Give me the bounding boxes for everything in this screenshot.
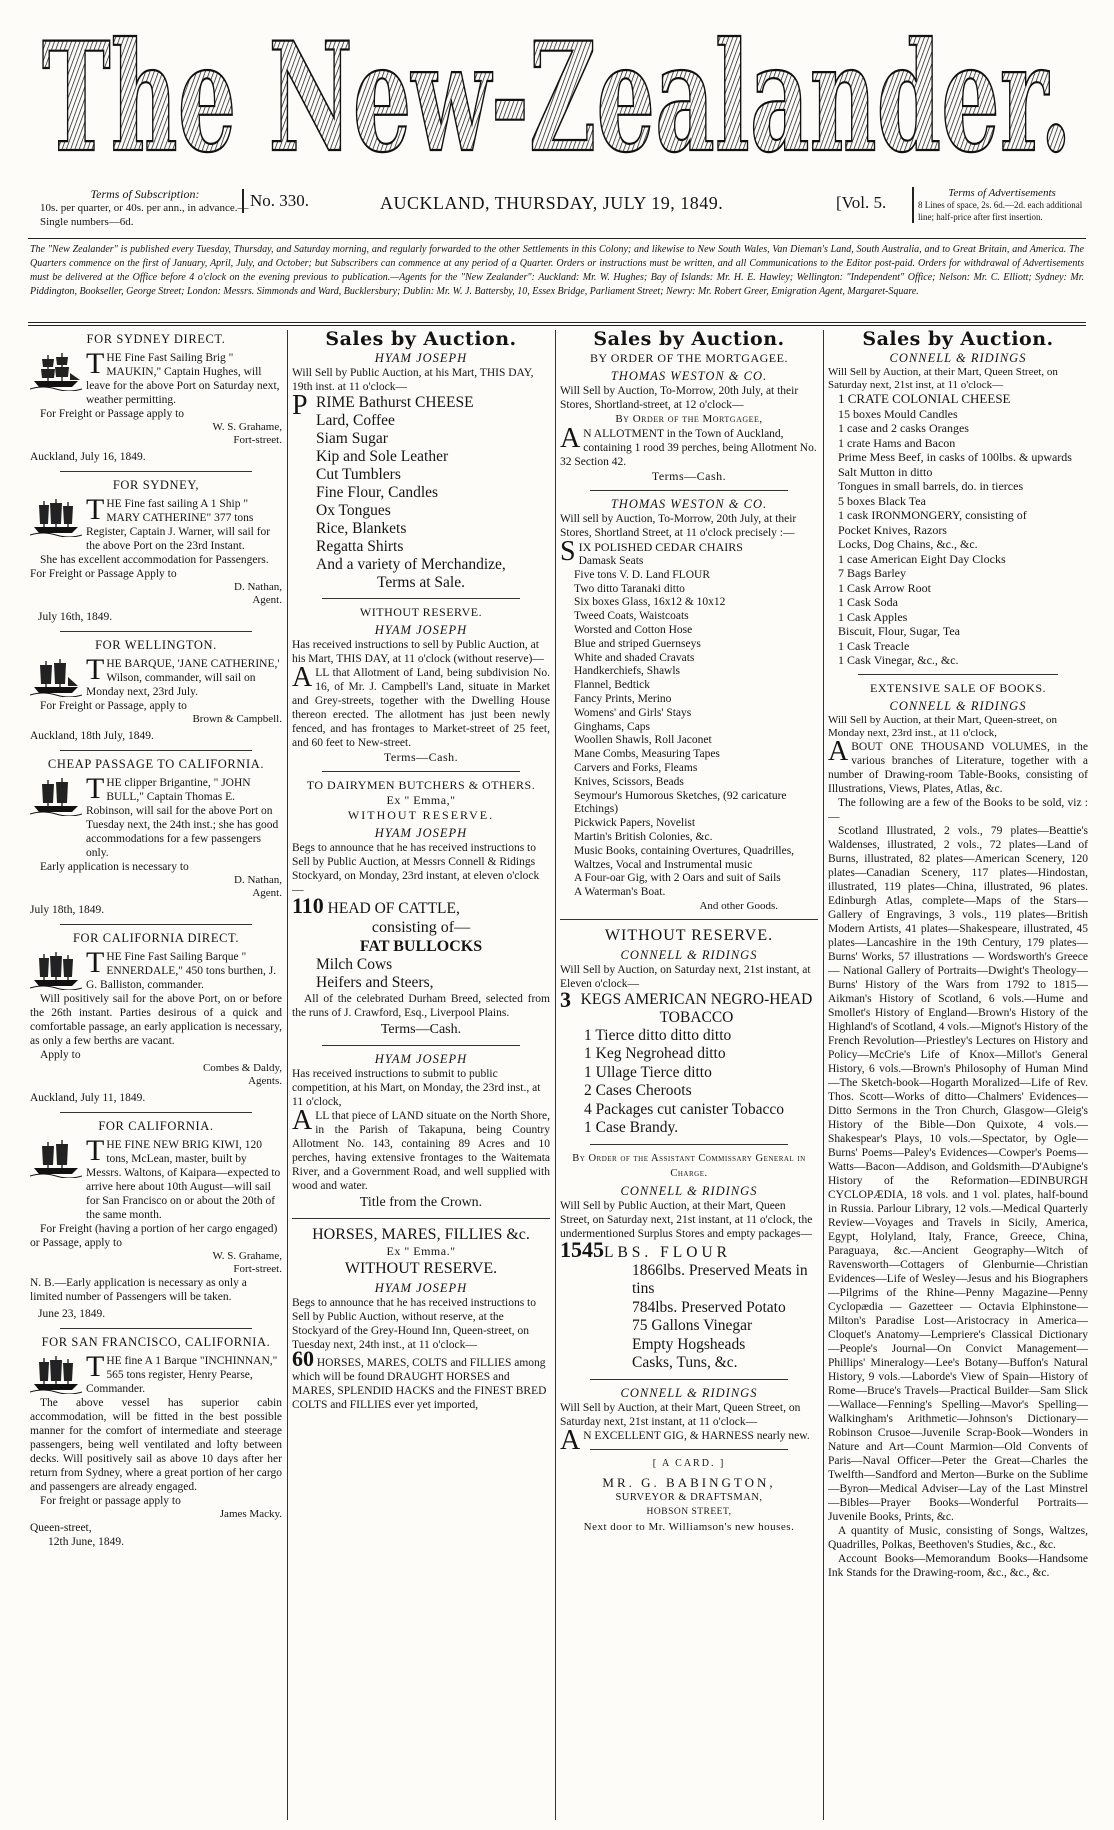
auction-chairs-goods — [560, 497, 818, 913]
column-divider-3 — [823, 330, 824, 1820]
books-follow: The following are a few of the Books to be sold, viz :— — [828, 796, 1088, 823]
section-heading: Sales by Auction. — [325, 330, 517, 350]
auction-title: BY ORDER OF THE MORTGAGEE. — [590, 351, 788, 365]
ad-body: HE clipper Brigantine, " JOHN BULL," Captain Thomas E. Robinson, will sail for the above Port on Tuesday next, the 24th inst.; she has good accommodations for a few passengers only. — [86, 777, 279, 859]
ad-cheap-passage-california — [30, 757, 282, 918]
ad-divider — [322, 598, 520, 599]
auctioneer-name: THOMAS WESTON & CO. — [610, 497, 768, 511]
drop-cap: A — [560, 423, 581, 454]
date-line: AUCKLAND, THURSDAY, JULY 19, 1849. — [380, 193, 724, 213]
auction-body: LL that piece of LAND situate on the North Shore, in the Parish of Takapuna, being Country Allotment No. 143, containing 89 Acres and 10 perches, having extensive frontages to the Waitemata River, and a Government Road, and well supplied with wood and water. — [292, 1110, 550, 1192]
subscription-label: Terms of Subscription: — [90, 187, 200, 201]
lot-line: 1 Tierce ditto ditto ditto — [584, 1026, 732, 1044]
auction-terms: Terms—Cash. — [651, 469, 727, 483]
ad-signature: Combes & Daldy, — [202, 1062, 282, 1074]
ad-signature-role: Agent. — [252, 594, 282, 606]
ad-body: HE fine A 1 Barque "INCHINNAN," 565 tons register, Henry Pearse, Commander. — [86, 1355, 278, 1395]
ad-signature: James Macky. — [219, 1508, 282, 1520]
ad-signature-address: Fort-street. — [233, 1263, 282, 1275]
auctioneer-name: CONNELL & RIDINGS — [620, 947, 758, 962]
lot-line: A Four-oar Gig, with 2 Oars and suit of Sails — [574, 872, 781, 885]
lot-line: Handkerchiefs, Shawls — [574, 665, 681, 678]
masthead — [28, 8, 1086, 178]
lot-line: 1 CRATE COLONIAL CHEESE — [838, 391, 1011, 406]
lot-line: Fancy Prints, Merino — [574, 692, 672, 705]
ad-divider — [60, 750, 252, 751]
advertising-text: 8 Lines of space, 2s. 6d.—2d. each additional line; half-price after first insertion. — [918, 200, 1083, 222]
lot-line: Carvers and Forks, Fleams — [574, 761, 698, 774]
lot-line: Kip and Sole Leather — [316, 448, 449, 465]
auction-body: All of the celebrated Durham Breed, selected from the runs of J. Crawford, Esq., Liverpool Plains. — [292, 993, 550, 1019]
ad-body: HE Fine Fast Sailing Brig " MAUKIN," Captain Hughes, will leave for the above Port on Saturday next, weather permitting. — [86, 352, 280, 406]
ad-date: July 18th, 1849. — [30, 904, 105, 916]
ad-divider — [60, 924, 252, 925]
ad-divider — [858, 674, 1058, 675]
auction-surplus-stores — [560, 1151, 818, 1373]
ad-apply: For freight or passage apply to — [40, 1495, 181, 1507]
auction-intro: Will Sell by Public Auction, at their Mart, Queen Street, on Saturday next, 21st instant, at 11 o'clock, the undermentioned Surplus Stores and empty packages— — [560, 1199, 813, 1240]
ad-divider — [560, 919, 818, 920]
auction-intro: Has received instructions to submit to public competition, at his Mart, on Monday, the 23rd inst., at 11 o'clock, — [292, 1068, 541, 1108]
lot-line: Casks, Tuns, &c. — [632, 1354, 738, 1372]
lot-line: Ox Tongues — [316, 502, 391, 519]
auction-reserve: WITHOUT RESERVE. — [347, 808, 495, 822]
card-babington — [560, 1456, 818, 1535]
auction-body: BOUT ONE THOUSAND VOLUMES, in the various branches of Literature, together with a number of Drawing-room Table-Books, consisting of Illustrations, Views, Plates, Atlas, &c. — [828, 740, 1088, 795]
ad-wellington — [30, 638, 282, 744]
ad-california — [30, 1119, 282, 1322]
ad-signature: W. S. Grahame, — [212, 1250, 282, 1262]
lot-line: Six boxes Glass, 16x12 & 10x12 — [574, 596, 726, 609]
ad-sydney-direct — [30, 332, 282, 465]
lot-line: 1866lbs. Preserved Meats in tins — [632, 1261, 808, 1298]
notice-rule-top — [28, 322, 1086, 323]
drop-cap: T — [86, 946, 105, 979]
ship-icon — [30, 1138, 82, 1178]
ship-icon — [30, 351, 82, 391]
auctioneer-name: CONNELL & RIDINGS — [889, 698, 1027, 713]
lot-line: 15 boxes Mould Candles — [838, 406, 958, 421]
lot-line: Prime Mess Beef, in casks of 100lbs. & upwards — [838, 450, 1072, 464]
lot-line: Woollen Shawls, Roll Jaconet — [574, 734, 712, 747]
lot-line: Salt Mutton in ditto — [838, 464, 933, 479]
lot-line: consisting of— — [371, 919, 471, 936]
lot-quantity: 60 — [292, 1346, 314, 1371]
auction-intro: Begs to announce that he has received instructions to Sell by Public Auction, without reserve, at the Stockyard of the Grey-Hound Inn, Queen-street, on Tuesday next, 24th inst., at 11 o'clock— — [292, 1297, 536, 1351]
ad-divider — [60, 631, 252, 632]
auction-title: HORSES, MARES, FILLIES &c. — [312, 1226, 530, 1243]
lot-line: 75 Gallons Vinegar — [632, 1317, 753, 1335]
ad-signature: W. S. Grahame, — [212, 421, 282, 433]
issue-number: No. 330. — [242, 189, 309, 213]
auctioneer-name: HYAM JOSEPH — [374, 826, 468, 840]
ship-icon — [30, 1354, 82, 1394]
drop-cap: T — [86, 347, 105, 380]
auction-intro: Will Sell by Auction, at their Mart, Queen-street, on Monday next, 23rd inst., at 11 o'clock, — [828, 713, 1057, 739]
ad-title: FOR CALIFORNIA DIRECT. — [72, 931, 240, 945]
ad-date: Auckland, July 16, 1849. — [30, 451, 146, 463]
lot-line: Locks, Dog Chains, &c., &c. — [838, 537, 978, 551]
advertising-label: Terms of Advertisements — [948, 187, 1056, 199]
volume-number: [Vol. 5. — [836, 193, 887, 212]
drop-cap: A — [292, 662, 313, 693]
section-heading: Sales by Auction. — [593, 330, 785, 350]
auction-intro: Will sell by Auction, To-Morrow, 20th July, at their Stores, Shortland Street, at 11 o'clock precisely :— — [560, 513, 797, 539]
lot-line: 7 Bags Barley — [838, 566, 906, 580]
publication-notice: The "New Zealander" is published every Tuesday, Thursday, and Saturday morning, and regularly forwarded to the other Settlements in this Colony; and likewise to New South Wales, Van Dieman's Land, South Australia, and to Great Britain, and America. The Quarters commence on the first of January, April, July, and October; but Subscribers can commence at any period of a Quarter. Orders or instructions must be written, and all Communications to the Editor post-paid. Orders for withdrawal of Advertisements must be delivered at the Office before 4 o'clock on the evening previous to publication.—Agents for the "New Zealander": Auckland: Mr. W. Hughes; Bay of Islands: Mr. H. E. Hawley; Wellington: "Independent" Office; Nelson: Mr. C. Elliott; Sydney: Mr. Piddington, Bookseller, George Street; London: Messrs. Simmonds and Ward, Bucklersbury; Dublin: Mr. W. J. Battersby, 10, Essex Bridge, Parliament Street; Newry: Mr. Robert Greer, Emigration Agent, Margaret-Square. — [30, 244, 1084, 297]
lot-line: 1 case American Eight Day Clocks — [838, 551, 1006, 566]
drop-cap: A — [560, 1424, 581, 1456]
lot-line: Five tons V. D. Land FLOUR — [574, 568, 710, 581]
auctioneer-name: CONNELL & RIDINGS — [620, 1183, 758, 1198]
ship-icon — [30, 950, 82, 990]
auction-cattle — [292, 778, 550, 1039]
lot-line: Worsted and Cotton Hose — [574, 623, 693, 636]
auctioneer-name: HYAM JOSEPH — [374, 1052, 468, 1066]
lot-line: Two ditto Taranaki ditto — [574, 582, 685, 595]
auction-terms: Terms—Cash. — [380, 1022, 462, 1037]
section-heading: Sales by Auction. — [862, 330, 1054, 350]
books-music: A quantity of Music, consisting of Songs, Waltzes, Quadrilles, Polkas, Beethoven's Studies, &c., &c. — [828, 1524, 1088, 1551]
ad-body: HE BARQUE, 'JANE CATHERINE,' Wilson, commander, will sail on Monday next, 23rd July. — [86, 658, 280, 698]
ad-title: CHEAP PASSAGE TO CALIFORNIA. — [47, 757, 265, 771]
lot-line: RIME Bathurst CHEESE — [316, 394, 474, 411]
auction-order: By Order of the Mortgagee, — [615, 413, 763, 425]
dateline-bar — [28, 185, 1086, 237]
lot-line: 1 Keg Negrohead ditto — [584, 1045, 726, 1063]
lot-terms: Terms at Sale. — [376, 574, 465, 591]
card-street: HOBSON STREET, — [646, 1506, 732, 1517]
drop-cap: T — [86, 1134, 105, 1167]
ad-date: Auckland, July 11, 1849. — [30, 1092, 146, 1104]
ad-date: Auckland, 18th July, 1849. — [30, 730, 154, 742]
lot-line: Heifers and Steers, — [316, 974, 434, 991]
drop-cap: T — [86, 653, 105, 686]
drop-cap: T — [86, 1350, 105, 1383]
drop-cap: P — [292, 390, 308, 421]
masthead-blackletter-title — [28, 8, 1086, 178]
auction-title: WITHOUT RESERVE. — [359, 605, 483, 619]
lot-line: Pocket Knives, Razors — [838, 522, 947, 537]
card-address: Next door to Mr. Williamson's new houses. — [583, 1520, 795, 1533]
drop-cap: S — [560, 536, 576, 567]
ad-divider — [292, 1218, 550, 1219]
auction-north-shore-land — [292, 1052, 550, 1212]
ad-divider — [322, 1045, 520, 1046]
lot-first: IX POLISHED CEDAR CHAIRS — [578, 540, 743, 554]
lot-line: Martin's British Colonies, &c. — [574, 830, 713, 843]
auctioneer-name: CONNELL & RIDINGS — [889, 351, 1027, 365]
auction-subtitle: Ex " Emma." — [386, 1244, 456, 1258]
books-list: Scotland Illustrated, 2 vols., 79 plates—Beattie's Waldenses, illustrated, 2 vols., 72 plates—Land of Burns, illustrated, 82 plates—American Scenery, 120 plates—Canadian Scenery, 117 plates—Hindostan, illustrated, 119 plates—China, illustrated, 96 plates. Edinburgh Atlas, complete—Maps of the Stars—Gallery of Engravings, 3 vols., 119 plates—British Modern Artists, 41 plates—Shakespeare, illustrated, 45 plates—Lancashire in the 19th Century, 179 plates—Burns' Works, 57 illustrations — Wordsworth's Greece — National Gallery of Portraits—Dwight's Theology—Burns' History of the Wars from 1792 to 1815—Aikman's History of Scotland, 6 vols.—Hume and Smollet's History of England—Brown's History of the Highland's of Scotland, 4 vols.—Mignot's History of the French Revolution—Priestley's Lectures on History and Policy—McCrie's Life of Knox—Millot's General History, 6 vols.—Brown's Philosophy of Human Mind—The Sketch-book—Hogarth Moralized—Life of Rev. Thos. Scott—Works of ditto—Chalmers' Evidences—Ditto Sermons in the Tron Church, Glasgow—Gleig's History of the Bible—Don Quixote, 4 vols.—Shakespear's Plays, 10 vols.—Spectator, by Ogle—Burns' Poems—Paley's Evidences—Cowper's Poems—Watts—Bacon—Addison, and Goldsmith—D'Aubigne's History of the Reformation—EDINBURGH CYCLOPÆDIA, 18 vols. and 1 vol. plates, half-bound in Russia. Parlour Library, 12 vols.—Medical Quarterly Review—Voyages and Travels in Sicily, America, Egypt, Holyland, Italy, France, Greece, China, Paraguaya, &c.—Ancient Geography—Witch of Ravensworth—Cottagers of Glenburnie—Christian Evidences—Life of Wesley—Jesus and his Biographers—Pilgrims of the Rhine—Penny Magazine—Penny Cyclopædia — Gazetteer — Octavia Elphinstone—Milton's Paradise Lost—Aristocracy in America—Cloquet's Anatomy—Lempriere's Classical Dictionary—People's Journal—On Convict Management—Phillips' Mineralogy—Lee's Botany—Buffon's Natural History, 9 vols.—Laborde's View of Spain—History of Rome—Bruce's Travels—Practical Builder—Sam Slick—Wallace—Fenning's Spelling—Mavor's Spelling—Walkingham's Arithmetic—Johnson's Dictionary—Robinson Crusoe—Juvenile Scrap-Book—Wonders in Nature and Art—Count Marmion—Old Convents of Paris—Naval Officer—Peter the Great—Charles the Twelfth—Sandford and Merton—Burke on the Sublime—Byron—Medical Adviser—Lay of the Last Minstrel—Bibles—Prayer Books—Wonderful Portraits—Juvenile Books, Prints, &c. — [828, 824, 1088, 1523]
lot-list — [560, 1027, 818, 1138]
lot-head: HEAD OF CATTLE, — [327, 900, 460, 917]
ad-california-direct — [30, 931, 282, 1106]
column-auctions-1 — [292, 330, 550, 1820]
lot-line: Siam Sugar — [316, 430, 388, 447]
auction-terms: Terms—Cash. — [383, 750, 459, 764]
lot-line: 1 Ullage Tierce ditto — [584, 1063, 712, 1081]
card-name: MR. G. BABINGTON, — [602, 1474, 776, 1490]
lot-line: Damask Seats — [578, 555, 644, 567]
ad-signature: D. Nathan, — [234, 581, 282, 593]
auction-intro: Has received instructions to sell by Public Auction, at his Mart, THIS DAY, at 11 o'clock (without reserve)— — [292, 639, 544, 665]
auctioneer-name: THOMAS WESTON & CO. — [610, 369, 768, 383]
ship-icon — [30, 497, 82, 537]
auction-terms: Title from the Crown. — [359, 1195, 483, 1210]
lot-quantity: 3 — [560, 986, 571, 1012]
ad-title: FOR SAN FRANCISCO, CALIFORNIA. — [41, 1335, 271, 1349]
ad-extra: For Freight (having a portion of her cargo engaged) or Passage, apply to — [30, 1223, 278, 1249]
auction-title: EXTENSIVE SALE OF BOOKS. — [869, 680, 1046, 695]
lot-line: 5 boxes Black Tea — [838, 493, 926, 508]
ad-san-francisco — [30, 1335, 282, 1549]
ad-sydney — [30, 478, 282, 625]
auction-body: LL that Allotment of Land, being subdivision No. 16, of Mr. J. Campbell's Land, situate in Market and Grey-streets, together with the Dwelling House thereon erected. The allotment has just been newly fenced, and has frontages to Market-street of 25 feet, and 60 feet to New-street. — [292, 667, 550, 749]
lot-line: 1 crate Hams and Bacon — [838, 435, 956, 450]
lot-line: FAT BULLOCKS — [359, 938, 483, 955]
auction-body: HORSES, MARES, COLTS and FILLIES among which will be found DRAUGHT HORSES and MARES, SPLENDID HACKS and the FINEST BRED COLTS and FILLIES ever yet imported, — [292, 1357, 547, 1411]
ad-extra: She has excellent accommodation for Passengers. For Freight or Passage Apply to — [30, 554, 269, 580]
lot-line: 1 cask IRONMONGERY, consisting of — [838, 508, 1027, 522]
lot-line: Cut Tumblers — [316, 466, 401, 483]
ad-signature: Brown & Campbell. — [192, 713, 282, 725]
column-divider-2 — [555, 330, 556, 1820]
lot-head: LBS. FLOUR — [604, 1243, 731, 1261]
ad-date: 12th June, 1849. — [48, 1536, 125, 1548]
lot-line: Tweed Coats, Waistcoats — [574, 610, 689, 623]
column-divider-1 — [287, 330, 288, 1820]
lot-line: White and shaded Cravats — [574, 651, 695, 664]
lot-line: A Waterman's Boat. — [574, 886, 666, 899]
ad-apply: For Freight or Passage apply to — [40, 408, 185, 420]
auction-intro: Will Sell by Auction, To-Morrow, 20th July, at their Stores, Shortland-street, at 12 o'clock— — [560, 385, 799, 411]
ad-signature: D. Nathan, — [234, 874, 282, 886]
lot-line: Knives, Scissors, Beads — [574, 775, 684, 788]
auction-reserve: WITHOUT RESERVE. — [344, 1260, 498, 1277]
auctioneer-name: HYAM JOSEPH — [374, 1281, 468, 1295]
ad-apply: Apply to — [40, 1049, 81, 1061]
lot-line: Ginghams, Caps — [574, 720, 651, 733]
lot-line: 1 Cask Vinegar, &c., &c. — [838, 653, 959, 667]
ship-icon — [30, 657, 82, 697]
ad-extra: The above vessel has superior cabin accommodation, will be fitted in the best possible manner for the comfort of intermediate and steerage passengers, being well ventilated and lofty between decks. Will positively sail as above 10 days after her return from Sydney, where a great portion of her cargo and passengers are already engaged. — [30, 1397, 282, 1493]
drop-cap: A — [828, 735, 849, 767]
ad-body: HE Fine fast sailing A 1 Ship " MARY CATHERINE" 377 tons Register, Captain J. Warner, will sail for the above Port on the 23rd Instant. — [86, 498, 271, 552]
lot-line: 1 Cask Apples — [838, 609, 908, 624]
card-role: SURVEYOR & DRAFTSMAN, — [615, 1491, 763, 1503]
lot-head: KEGS AMERICAN NEGRO-HEAD TOBACCO — [580, 990, 813, 1026]
ad-extra: Will positively sail for the above Port, on or before the 26th instant. Parties desirous of a quick and comfortable passage, an early application is necessary, as only a few berths are vacant. — [30, 993, 282, 1047]
column-auctions-2 — [560, 330, 818, 1820]
advertising-terms — [912, 187, 1086, 223]
lot-line: Seymour's Humorous Sketches, (92 caricature Etchings) — [574, 789, 787, 816]
lot-list — [560, 555, 818, 900]
auction-body: N ALLOTMENT in the Town of Auckland, containing 1 rood 39 perches, being Allotment No. 32 Section 42. — [560, 428, 817, 468]
lot-list — [560, 1262, 818, 1373]
ad-divider — [60, 1112, 252, 1113]
ad-divider — [590, 1379, 788, 1380]
auction-title: TO DAIRYMEN BUTCHERS & OTHERS. — [306, 778, 536, 792]
auction-tobacco — [560, 926, 818, 1138]
ad-place: Queen-street, — [30, 1522, 92, 1534]
auction-intro: Will Sell by Auction, on Saturday next, 21st instant, at Eleven o'clock— — [560, 963, 811, 990]
auction-body: N EXCELLENT GIG, & HARNESS nearly new. — [583, 1429, 810, 1442]
ship-icon — [30, 776, 82, 816]
card-label: [ A CARD. ] — [652, 1457, 726, 1469]
auction-colonial-cheese — [828, 351, 1088, 668]
auction-intro: Begs to announce that he has received instructions to Sell by Public Auction, at Messrs Connell & Ridings Stockyard, on Monday, 23rd instant, at eleven o'clock— — [292, 842, 540, 896]
lot-line: 1 case and 2 casks Oranges — [838, 421, 969, 435]
subscription-terms — [40, 187, 250, 229]
lot-line: Pickwick Papers, Novelist — [574, 817, 696, 830]
ad-signature-role: Agent. — [252, 887, 282, 899]
subscription-text: 10s. per quarter, or 40s. per ann., in advance.—Single numbers—6d. — [40, 202, 249, 228]
lot-line: 784lbs. Preserved Potato — [632, 1298, 786, 1316]
ad-date: June 23, 1849. — [38, 1308, 106, 1320]
ad-extra: Early application is necessary to — [40, 861, 189, 873]
header-rule — [28, 238, 1086, 239]
ad-divider — [60, 1328, 252, 1329]
lot-line: 1 Cask Arrow Root — [838, 580, 931, 595]
auction-title: WITHOUT RESERVE. — [604, 926, 774, 944]
lot-line: And a variety of Merchandize, — [316, 556, 506, 573]
drop-cap: T — [86, 493, 105, 526]
lot-quantity: 110 — [292, 893, 324, 918]
auction-horses — [292, 1225, 550, 1412]
ad-divider — [60, 471, 252, 472]
auction-land-allotment — [292, 605, 550, 765]
auction-lot-list — [292, 390, 550, 592]
lot-line: 1 Cask Treacle — [838, 638, 910, 653]
ad-divider — [322, 771, 520, 772]
auction-gig — [560, 1385, 818, 1456]
lot-line: Regatta Shirts — [316, 538, 404, 555]
ad-apply: For Freight or Passage, apply to — [40, 700, 187, 712]
books-account: Account Books—Memorandum Books—Handsome Ink Stands for the Drawing-room, &c., &c., &c. — [828, 1552, 1088, 1579]
auction-end: And other Goods. — [699, 899, 778, 912]
lot-list — [828, 392, 1088, 668]
ad-body: HE FINE NEW BRIG KIWI, 120 tons, McLean, master, built by Messrs. Waltons, of Kaipara—expected to arrive here about 10th August—will sail for San Francisco on or about the 20th of the same month. — [86, 1139, 281, 1221]
lot-line: Music Books, containing Overtures, Quadrilles, Waltzes, Vocal and Instrumental music — [574, 844, 795, 871]
lot-line: 4 Packages cut canister Tobacco — [584, 1100, 785, 1118]
lot-line: Rice, Blankets — [316, 520, 407, 537]
lot-line: Womens' and Girls' Stays — [574, 706, 692, 719]
lot-line: Mane Combs, Measuring Tapes — [574, 748, 720, 761]
ad-title: FOR WELLINGTON. — [95, 638, 217, 652]
auctioneer-name: CONNELL & RIDINGS — [620, 1385, 758, 1400]
auction-cheese — [292, 351, 550, 592]
lot-line: Milch Cows — [316, 956, 393, 973]
auctioneer-name: HYAM JOSEPH — [374, 351, 468, 365]
lot-line: 1 Case Brandy. — [584, 1119, 679, 1137]
ad-divider — [590, 490, 788, 491]
ad-title: FOR SYDNEY, — [112, 478, 200, 492]
lot-quantity: 1545 — [560, 1236, 604, 1262]
ad-title: FOR SYDNEY DIRECT. — [86, 332, 226, 346]
ad-signature-role: Agents. — [248, 1075, 282, 1087]
auction-books — [828, 681, 1088, 1580]
auction-subtitle: Ex " Emma," — [386, 793, 456, 807]
ad-title: FOR CALIFORNIA. — [98, 1119, 214, 1133]
auction-intro: Will Sell by Auction, at their Mart, Queen Street, on Saturday next, 21st instant, at 11 o'clock— — [560, 1401, 801, 1428]
column-shipping — [30, 330, 282, 1820]
lot-line: Fine Flour, Candles — [316, 484, 439, 501]
lot-line: Lard, Coffee — [316, 412, 395, 429]
lot-line: Empty Hogsheads — [632, 1335, 746, 1353]
ad-divider — [590, 1449, 788, 1450]
ad-body: HE Fine Fast Sailing Barque " ENNERDALE," 450 tons burthen, J. G. Balliston, commander. — [86, 951, 277, 991]
auction-intro: Will Sell by Public Auction, at his Mart, THIS DAY, 19th inst. at 11 o'clock— — [292, 367, 534, 393]
ad-divider — [590, 1144, 788, 1145]
lot-line: 1 Cask Soda — [838, 595, 898, 609]
auctioneer-name: HYAM JOSEPH — [374, 623, 468, 637]
column-auctions-3 — [828, 330, 1088, 1820]
drop-cap: A — [292, 1105, 313, 1136]
ad-note: N. B.—Early application is necessary as only a limited number of Passengers will be taken. — [30, 1277, 247, 1303]
ad-signature-address: Fort-street. — [233, 434, 282, 446]
lot-line: Tongues in small barrels, do. in tierces — [838, 479, 1024, 493]
lot-line: Blue and striped Guernseys — [574, 637, 701, 650]
notice-rule-bottom — [28, 325, 1086, 326]
auction-order: By Order of the Assistant Commissary General in Charge. — [572, 1152, 806, 1179]
lot-line: Flannel, Bedtick — [574, 679, 651, 692]
lot-line: 2 Cases Cheroots — [584, 1082, 692, 1100]
auction-intro: Will Sell by Auction, at their Mart, Queen Street, on Saturday next, 21st inst, at 11 o'clock— — [828, 366, 1058, 391]
auction-mortgagee — [560, 351, 818, 484]
lot-line: Biscuit, Flour, Sugar, Tea — [838, 624, 960, 638]
masthead-title-text: The New-Zealander. — [42, 10, 1072, 178]
drop-cap: T — [86, 772, 105, 805]
ad-date: July 16th, 1849. — [38, 611, 113, 623]
